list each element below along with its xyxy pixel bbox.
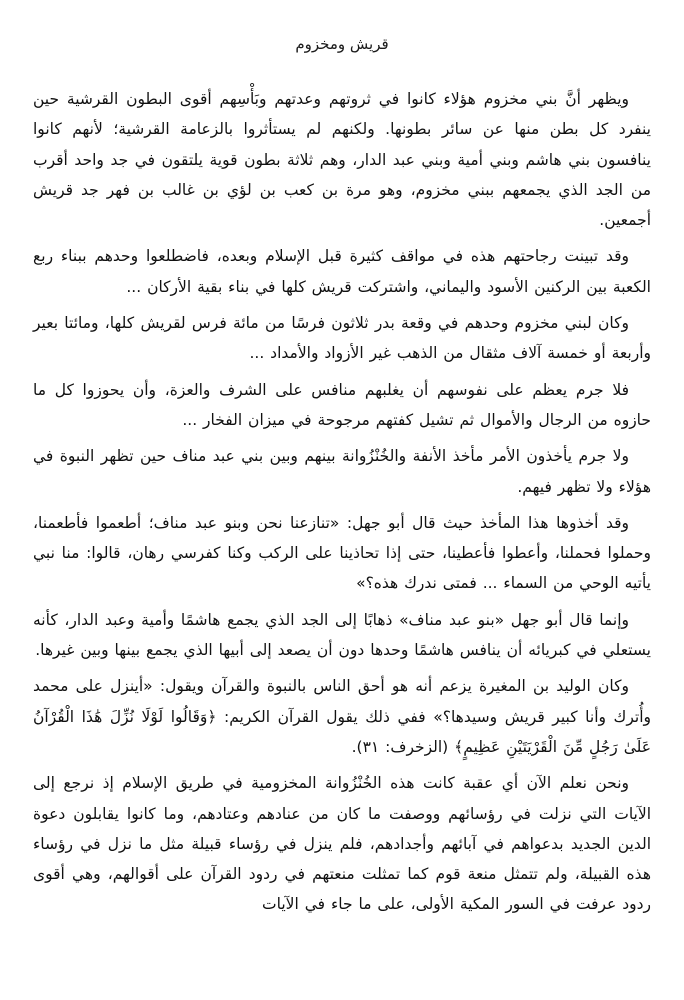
paragraph: وكان الوليد بن المغيرة يزعم أنه هو أحق الناس بالنبوة والقرآن ويقول: «أينزل على محمد وأُترك وأنا كبير قريش وسيدها؟» ففي ذلك يقول القرآن الكريم: ﴿وَقَالُوا لَوْلَا نُزِّلَ هَٰذَا الْقُرْآنُ عَلَىٰ رَجُلٍ مِّنَ الْقَرْيَتَيْنِ عَظِيمٍ﴾ (الزخرف: ٣١). (33, 677, 651, 756)
paragraph: فلا جرم يعظم على نفوسهم أن يغلبهم منافس على الشرف والعزة، وأن يحوزوا كل ما حازوه من الرجال والأموال ثم تشيل كفتهم مرجوحة في ميزان الفخار ... (33, 380, 651, 429)
body-text (33, 84, 651, 920)
paragraph: وقد تبينت رجاحتهم هذه في مواقف كثيرة قبل الإسلام وبعده، فاضطلعوا وحدهم ببناء ربع الكعبة بين الركنين الأسود واليماني، واشتركت قريش كلها في بناء بقية الأركان ... (33, 247, 651, 296)
paragraph: ونحن نعلم الآن أي عقبة كانت هذه الخُنْزُوانة المخزومية في طريق الإسلام إذ نرجع إلى الآيات التي نزلت في رؤسائهم ووصفت ما كان من عنادهم وعتادهم، وما كانوا يقابلون دعوة الدين الجديد بدعواهم في آبائهم وأجدادهم، فلم ينزل في رؤساء قبيلة مثل ما نزل في رؤساء هذه القبيلة، ولم تتمثل منعة قوم كما تمثلت منعتهم في ردود القرآن على أقوالهم، وهي أقوى ردود عرفت في السور المكية الأولى، على ما جاء في الآيات (33, 774, 651, 914)
running-header: قريش ومخزوم (295, 35, 389, 53)
paragraph: وإنما قال أبو جهل «بنو عبد مناف» ذهابًا إلى الجد الذي يجمع هاشمًا وأمية وعبد الدار، كأنه يستعلي في كبريائه أن ينافس هاشمًا وحدها دون أن يصعد إلى أبيها الذي يجمع بينها وبين غيرها. (33, 610, 651, 660)
paragraph: ولا جرم يأخذون الأمر مأخذ الأنفة والخُنْزُوانة بينهم وبين بني عبد مناف حين تظهر النبوة في هؤلاء ولا تظهر فيهم. (33, 447, 651, 496)
paragraph: ويظهر أنَّ بني مخزوم هؤلاء كانوا في ثروتهم وعدتهم وبَأْسِهم أقوى البطون القرشية حين ينفرد كل بطن منها عن سائر بطونها. ولكنهم لم يستأثروا بالزعامة القرشية؛ لأنهم كانوا ينافسون بني هاشم وبني أمية وبني عبد الدار، وهم ثلاثة بطون قوية يلتقون في جد واحد أقرب من الجد الذي يجمعهم ببني مخزوم، وهو مرة بن كعب بن لؤي بن غالب بن فهر جد قريش أجمعين. (33, 90, 651, 230)
paragraph: وقد أخذوها هذا المأخذ حيث قال أبو جهل: «تنازعنا نحن وبنو عبد مناف؛ أطعموا فأطعمنا، وحملوا فحملنا، وأعطوا فأعطينا، حتى إذا تحاذينا على الركب وكنا كفرسي رهان، قالوا: منا نبي يأتيه الوحي من السماء ... فمتى ندرك هذه؟» (33, 513, 651, 593)
page-bottom-edge (0, 994, 684, 1000)
paragraph: وكان لبني مخزوم وحدهم في وقعة بدر ثلاثون فرسًا من مائة فرس لقريش كلها، ومائتا بعير وأربعة أو خمسة آلاف مثقال من الذهب غير الأزواد والأمداد ... (33, 314, 651, 363)
